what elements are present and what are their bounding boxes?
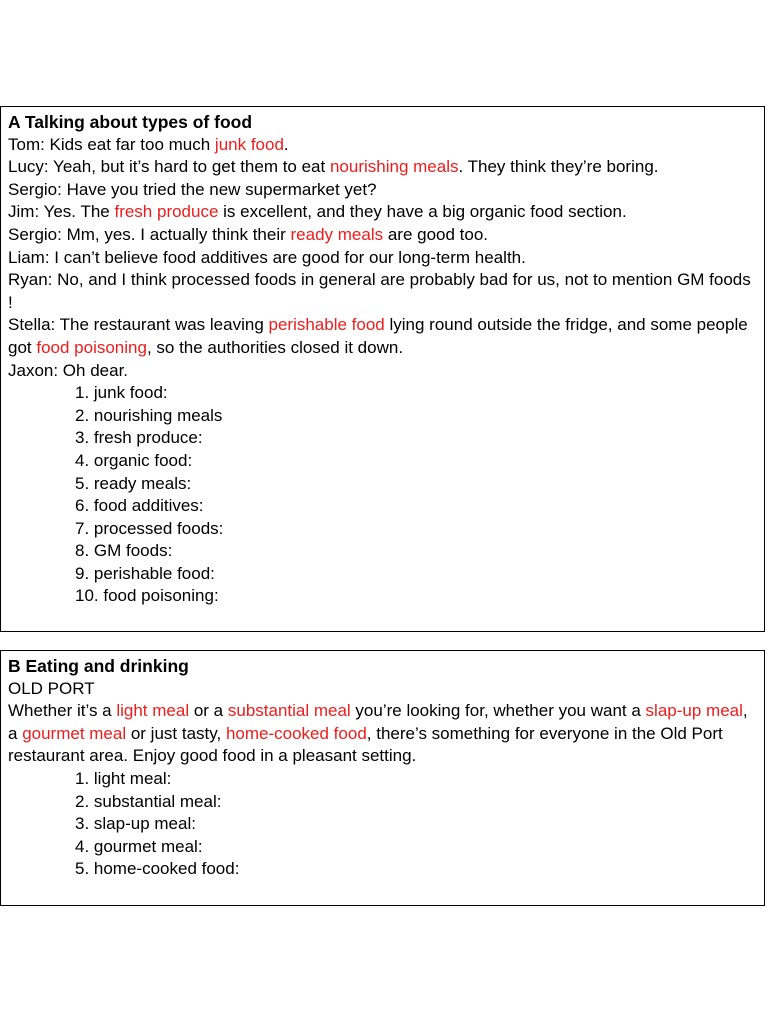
- term-list-item: 3. fresh produce:: [75, 428, 203, 448]
- term-list-item: 4. gourmet meal:: [75, 836, 203, 856]
- highlighted-term: nourishing meals: [329, 157, 459, 177]
- section-b-term-list: [8, 768, 758, 881]
- text-segment: Jaxon: Oh dear.: [8, 360, 129, 380]
- text-line: [8, 360, 758, 383]
- text-line: [8, 678, 758, 701]
- highlighted-term: substantial meal: [227, 701, 351, 721]
- highlighted-term: gourmet meal: [22, 723, 127, 743]
- text-segment: lying round outside the fridge, and some people got: [8, 315, 748, 357]
- text-segment: Ryan: No, and I think processed foods in general are probably bad for us, not to mention GM foods !: [8, 270, 751, 312]
- term-list-item: 1. light meal:: [75, 768, 172, 788]
- highlighted-term: light meal: [116, 701, 190, 721]
- text-segment: , so the authorities closed it down.: [146, 337, 404, 357]
- term-list-item: 8. GM foods:: [75, 541, 173, 561]
- section-a-term-list: [8, 382, 758, 608]
- text-line: [8, 314, 758, 359]
- text-segment: are good too.: [383, 224, 489, 244]
- text-line: [8, 134, 758, 157]
- section-b-text: [8, 678, 758, 768]
- section-b-heading: B Eating and drinking: [8, 656, 189, 676]
- text-line: [8, 179, 758, 202]
- highlighted-term: slap-up meal: [645, 701, 743, 721]
- term-list-item: 7. processed foods:: [75, 518, 224, 538]
- term-list-item: 6. food additives:: [75, 496, 204, 516]
- term-list-item: 10. food poisoning:: [75, 586, 219, 606]
- section-a-box: [0, 106, 765, 632]
- term-list-item: 5. ready meals:: [75, 473, 192, 493]
- text-segment: Jim: Yes. The: [8, 202, 115, 222]
- term-list-item: 5. home-cooked food:: [75, 859, 240, 879]
- text-segment: Liam: I can’t believe food additives are good for our long-term health.: [8, 247, 526, 267]
- term-list-item: 3. slap-up meal:: [75, 814, 196, 834]
- text-segment: or a: [189, 701, 228, 721]
- term-list-item: 2. nourishing meals: [75, 405, 223, 425]
- text-line: [8, 700, 758, 768]
- text-segment: Sergio: Mm, yes. I actually think their: [8, 224, 291, 244]
- term-list-item: 4. organic food:: [75, 450, 193, 470]
- highlighted-term: perishable food: [268, 315, 385, 335]
- term-list-item: 9. perishable food:: [75, 563, 215, 583]
- term-list-item: 2. substantial meal:: [75, 791, 222, 811]
- text-segment: Lucy: Yeah, but it’s hard to get them to eat: [8, 157, 330, 177]
- text-line: [8, 247, 758, 270]
- text-line: [8, 156, 758, 179]
- text-segment: , there’s something for everyone in the Old Port restaurant area. Enjoy good food in a pleasant setting.: [8, 723, 723, 766]
- text-segment: Tom: Kids eat far too much: [8, 134, 215, 154]
- text-segment: , a: [8, 701, 748, 743]
- text-segment: is excellent, and they have a big organic food section.: [218, 202, 627, 222]
- text-segment: Sergio: Have you tried the new supermarket yet?: [8, 179, 377, 199]
- text-segment: OLD PORT: [8, 678, 95, 698]
- text-segment: . They think they’re boring.: [458, 157, 659, 177]
- highlighted-term: home-cooked food: [225, 723, 367, 743]
- highlighted-term: ready meals: [290, 224, 384, 244]
- text-line: [8, 224, 758, 247]
- text-line: [8, 201, 758, 224]
- section-a-heading: A Talking about types of food: [8, 112, 253, 132]
- section-b-box: [0, 650, 765, 906]
- text-line: [8, 269, 758, 314]
- highlighted-term: fresh produce: [114, 202, 219, 222]
- highlighted-term: food poisoning: [36, 337, 147, 357]
- text-segment: you’re looking for, whether you want a: [350, 701, 646, 721]
- highlighted-term: junk food: [214, 134, 284, 154]
- section-a-dialogue: [8, 134, 758, 383]
- text-segment: .: [283, 134, 289, 154]
- text-segment: Stella: The restaurant was leaving: [8, 315, 269, 335]
- text-segment: Whether it’s a: [8, 701, 117, 721]
- term-list-item: 1. junk food:: [75, 383, 168, 403]
- text-segment: or just tasty,: [126, 723, 226, 743]
